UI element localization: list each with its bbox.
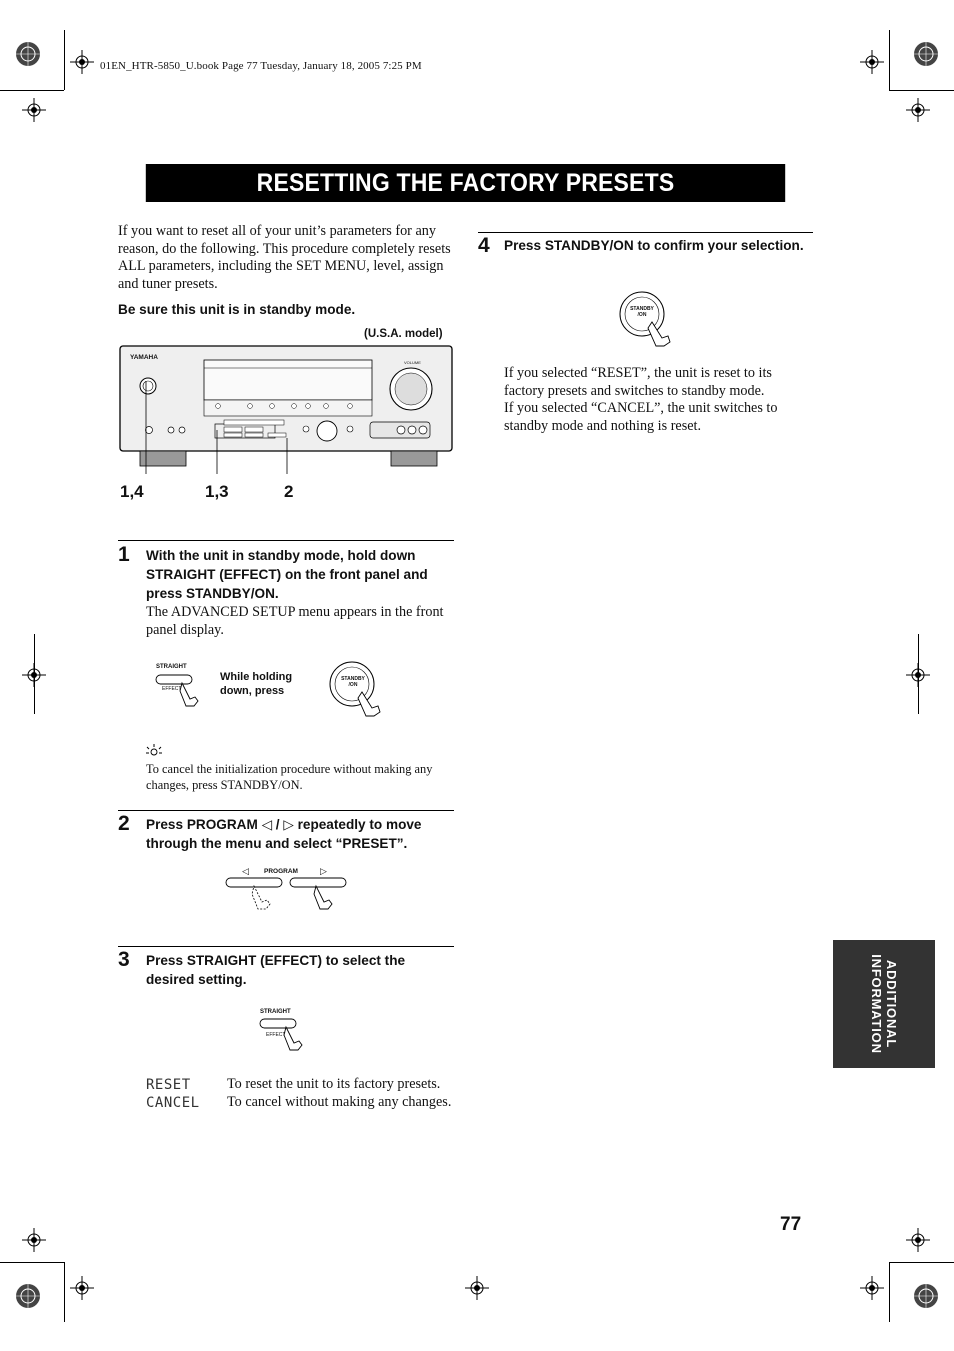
file-info-header: 01EN_HTR-5850_U.book Page 77 Tuesday, January 18, 2005 7:25 PM (100, 60, 422, 72)
step-1-body: The ADVANCED SETUP menu appears in the front panel display. (146, 604, 444, 638)
step-4-title: Press STANDBY/ON to confirm your selection. (504, 238, 804, 253)
program-right-arrow: ▷ (320, 866, 327, 876)
effect-label: EFFECT (162, 686, 182, 692)
page-title: RESETTING THE FACTORY PRESETS (146, 164, 785, 202)
program-button-icon (224, 876, 354, 912)
intro-paragraph: If you want to reset all of your unit’s parameters for any reason, do the following. This procedure completely resets ALL parameters, including the SET MENU, level, assign and tuner presets. (118, 223, 451, 292)
step-4-result-reset: If you selected “RESET”, the unit is reset to its factory presets and switches to standby mode. (504, 365, 772, 399)
effect-label: EFFECT (266, 1032, 286, 1038)
step-number: 1 (118, 543, 130, 566)
straight-standby-illustration (150, 660, 390, 720)
step-2-title: Press PROGRAM ◁ / ▷ repeatedly to move through the menu and select “PRESET”. (146, 817, 422, 851)
registration-mark-icon (14, 1282, 42, 1310)
option-cancel-display: CANCEL (146, 1095, 200, 1111)
side-tab-line-1: ADDITIONAL (884, 959, 899, 1049)
step-number: 4 (478, 234, 490, 257)
standby-note: Be sure this unit is in standby mode. (118, 302, 356, 317)
standby-label: STANDBY /ON (630, 306, 654, 318)
straight-illustration (256, 1006, 316, 1050)
crosshair-mark-icon (906, 98, 930, 122)
side-tab-line-2: INFORMATION (869, 954, 884, 1054)
program-left-arrow: ◁ (242, 866, 249, 876)
option-reset-description: To reset the unit to its factory presets. (227, 1076, 441, 1092)
callout-2: 2 (284, 482, 294, 501)
callout-1-3: 1,3 (205, 482, 229, 501)
page-number: 77 (780, 1214, 802, 1235)
crosshair-mark-icon (860, 50, 884, 74)
step-divider (118, 946, 454, 947)
step-number: 3 (118, 948, 130, 971)
standby-label: STANDBY /ON (341, 676, 365, 688)
step-1-tip: To cancel the initialization procedure without making any changes, press STANDBY/ON. (146, 762, 433, 792)
step-3-title: Press STRAIGHT (EFFECT) to select the desired setting. (146, 953, 406, 987)
lightbulb-icon (146, 744, 162, 758)
step-divider (118, 810, 454, 811)
program-buttons-illustration (224, 866, 354, 912)
straight-label: STRAIGHT (260, 1009, 291, 1015)
crosshair-mark-icon (465, 1276, 489, 1300)
crosshair-mark-icon (70, 50, 94, 74)
straight-label: STRAIGHT (156, 664, 187, 670)
crosshair-mark-icon (70, 1276, 94, 1300)
while-holding-text: While holding down, press (220, 671, 293, 697)
model-label: (U.S.A. model) (364, 328, 443, 340)
callout-1-4: 1,4 (120, 482, 144, 501)
step-number: 2 (118, 812, 130, 835)
standby-illustration (618, 290, 678, 350)
option-cancel-description: To cancel without making any changes. (227, 1094, 452, 1110)
standby-button-icon (328, 660, 384, 718)
registration-mark-icon (14, 40, 42, 68)
brand-label: YAMAHA (130, 354, 158, 361)
crosshair-mark-icon (22, 663, 46, 687)
option-reset-display: RESET (146, 1077, 191, 1093)
crosshair-mark-icon (860, 1276, 884, 1300)
program-label: PROGRAM (264, 868, 298, 875)
step-4-result-cancel: If you selected “CANCEL”, the unit switches to standby mode and nothing is reset. (504, 400, 778, 434)
crosshair-mark-icon (906, 1228, 930, 1252)
step-1-title: With the unit in standby mode, hold down STRAIGHT (EFFECT) on the front panel and press STANDBY/ON. (146, 548, 428, 601)
volume-label: VOLUME (404, 360, 421, 365)
front-panel-illustration (118, 344, 454, 501)
step-divider (478, 232, 813, 233)
crosshair-mark-icon (906, 663, 930, 687)
crosshair-mark-icon (22, 1228, 46, 1252)
registration-mark-icon (912, 40, 940, 68)
crosshair-mark-icon (22, 98, 46, 122)
standby-button-icon (618, 290, 674, 348)
section-side-tab (833, 940, 935, 1068)
registration-mark-icon (912, 1282, 940, 1310)
step-divider (118, 540, 454, 541)
